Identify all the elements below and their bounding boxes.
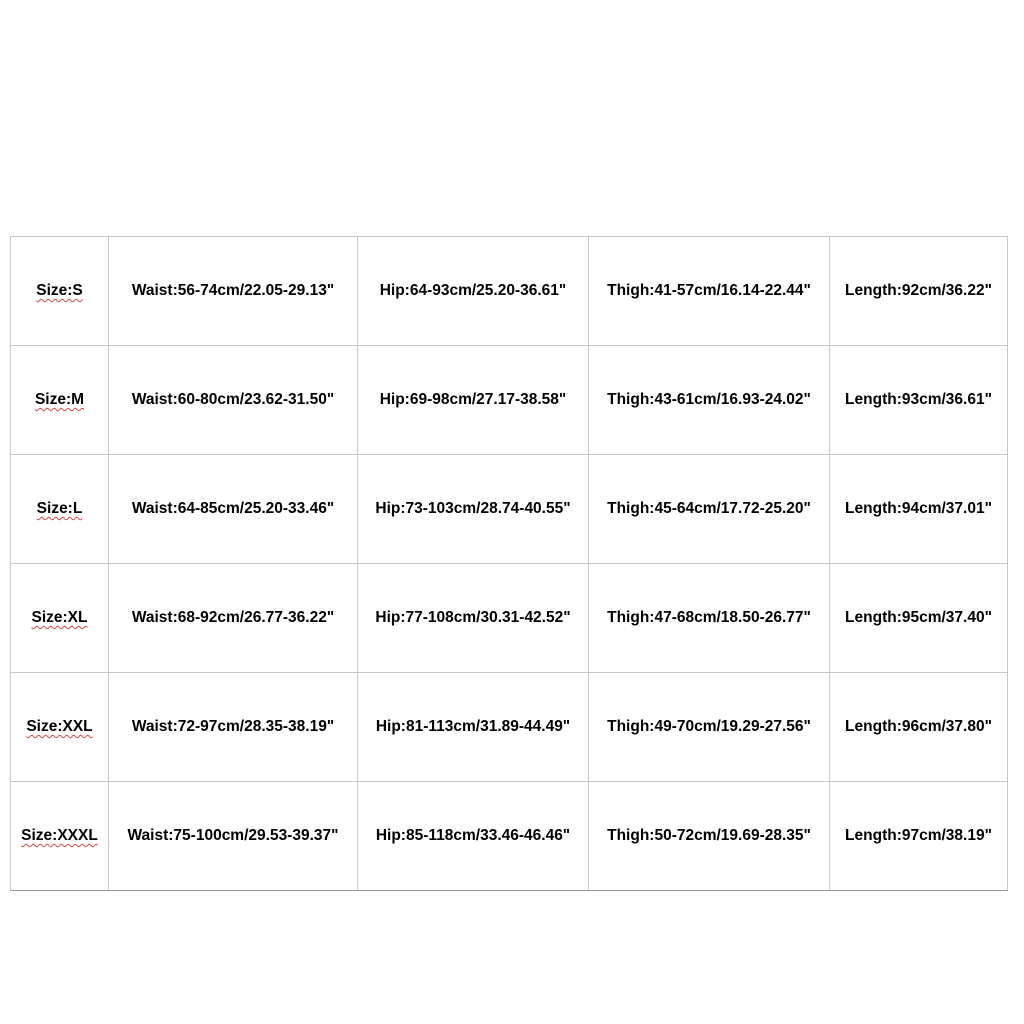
size-cell (11, 237, 109, 346)
size-label: Size:XXL (26, 718, 93, 735)
size-cell (11, 782, 109, 891)
hip-cell: Hip:64-93cm/25.20-36.61" (358, 237, 589, 346)
waist-cell: Waist:72-97cm/28.35-38.19" (109, 673, 358, 782)
table-row (11, 237, 1008, 346)
table-row (11, 564, 1008, 673)
thigh-cell: Thigh:50-72cm/19.69-28.35" (589, 782, 830, 891)
waist-cell: Waist:60-80cm/23.62-31.50" (109, 346, 358, 455)
waist-cell: Waist:64-85cm/25.20-33.46" (109, 455, 358, 564)
hip-cell: Hip:73-103cm/28.74-40.55" (358, 455, 589, 564)
table-row (11, 346, 1008, 455)
hip-cell: Hip:81-113cm/31.89-44.49" (358, 673, 589, 782)
thigh-cell: Thigh:43-61cm/16.93-24.02" (589, 346, 830, 455)
size-label: Size:S (36, 282, 83, 299)
size-label: Size:M (34, 391, 85, 408)
hip-cell: Hip:69-98cm/27.17-38.58" (358, 346, 589, 455)
hip-cell: Hip:85-118cm/33.46-46.46" (358, 782, 589, 891)
size-chart-table (10, 236, 1008, 891)
size-label: Size:XL (31, 609, 88, 626)
length-cell: Length:93cm/36.61" (830, 346, 1008, 455)
table-row (11, 673, 1008, 782)
length-cell: Length:94cm/37.01" (830, 455, 1008, 564)
thigh-cell: Thigh:47-68cm/18.50-26.77" (589, 564, 830, 673)
thigh-cell: Thigh:41-57cm/16.14-22.44" (589, 237, 830, 346)
size-cell (11, 673, 109, 782)
table-row (11, 455, 1008, 564)
waist-cell: Waist:75-100cm/29.53-39.37" (109, 782, 358, 891)
size-cell (11, 346, 109, 455)
thigh-cell: Thigh:45-64cm/17.72-25.20" (589, 455, 830, 564)
waist-cell: Waist:68-92cm/26.77-36.22" (109, 564, 358, 673)
length-cell: Length:97cm/38.19" (830, 782, 1008, 891)
size-cell (11, 455, 109, 564)
table-row (11, 782, 1008, 891)
waist-cell: Waist:56-74cm/22.05-29.13" (109, 237, 358, 346)
hip-cell: Hip:77-108cm/30.31-42.52" (358, 564, 589, 673)
length-cell: Length:92cm/36.22" (830, 237, 1008, 346)
size-label: Size:XXXL (21, 827, 98, 844)
thigh-cell: Thigh:49-70cm/19.29-27.56" (589, 673, 830, 782)
length-cell: Length:95cm/37.40" (830, 564, 1008, 673)
size-cell (11, 564, 109, 673)
length-cell: Length:96cm/37.80" (830, 673, 1008, 782)
size-label: Size:L (36, 500, 83, 517)
